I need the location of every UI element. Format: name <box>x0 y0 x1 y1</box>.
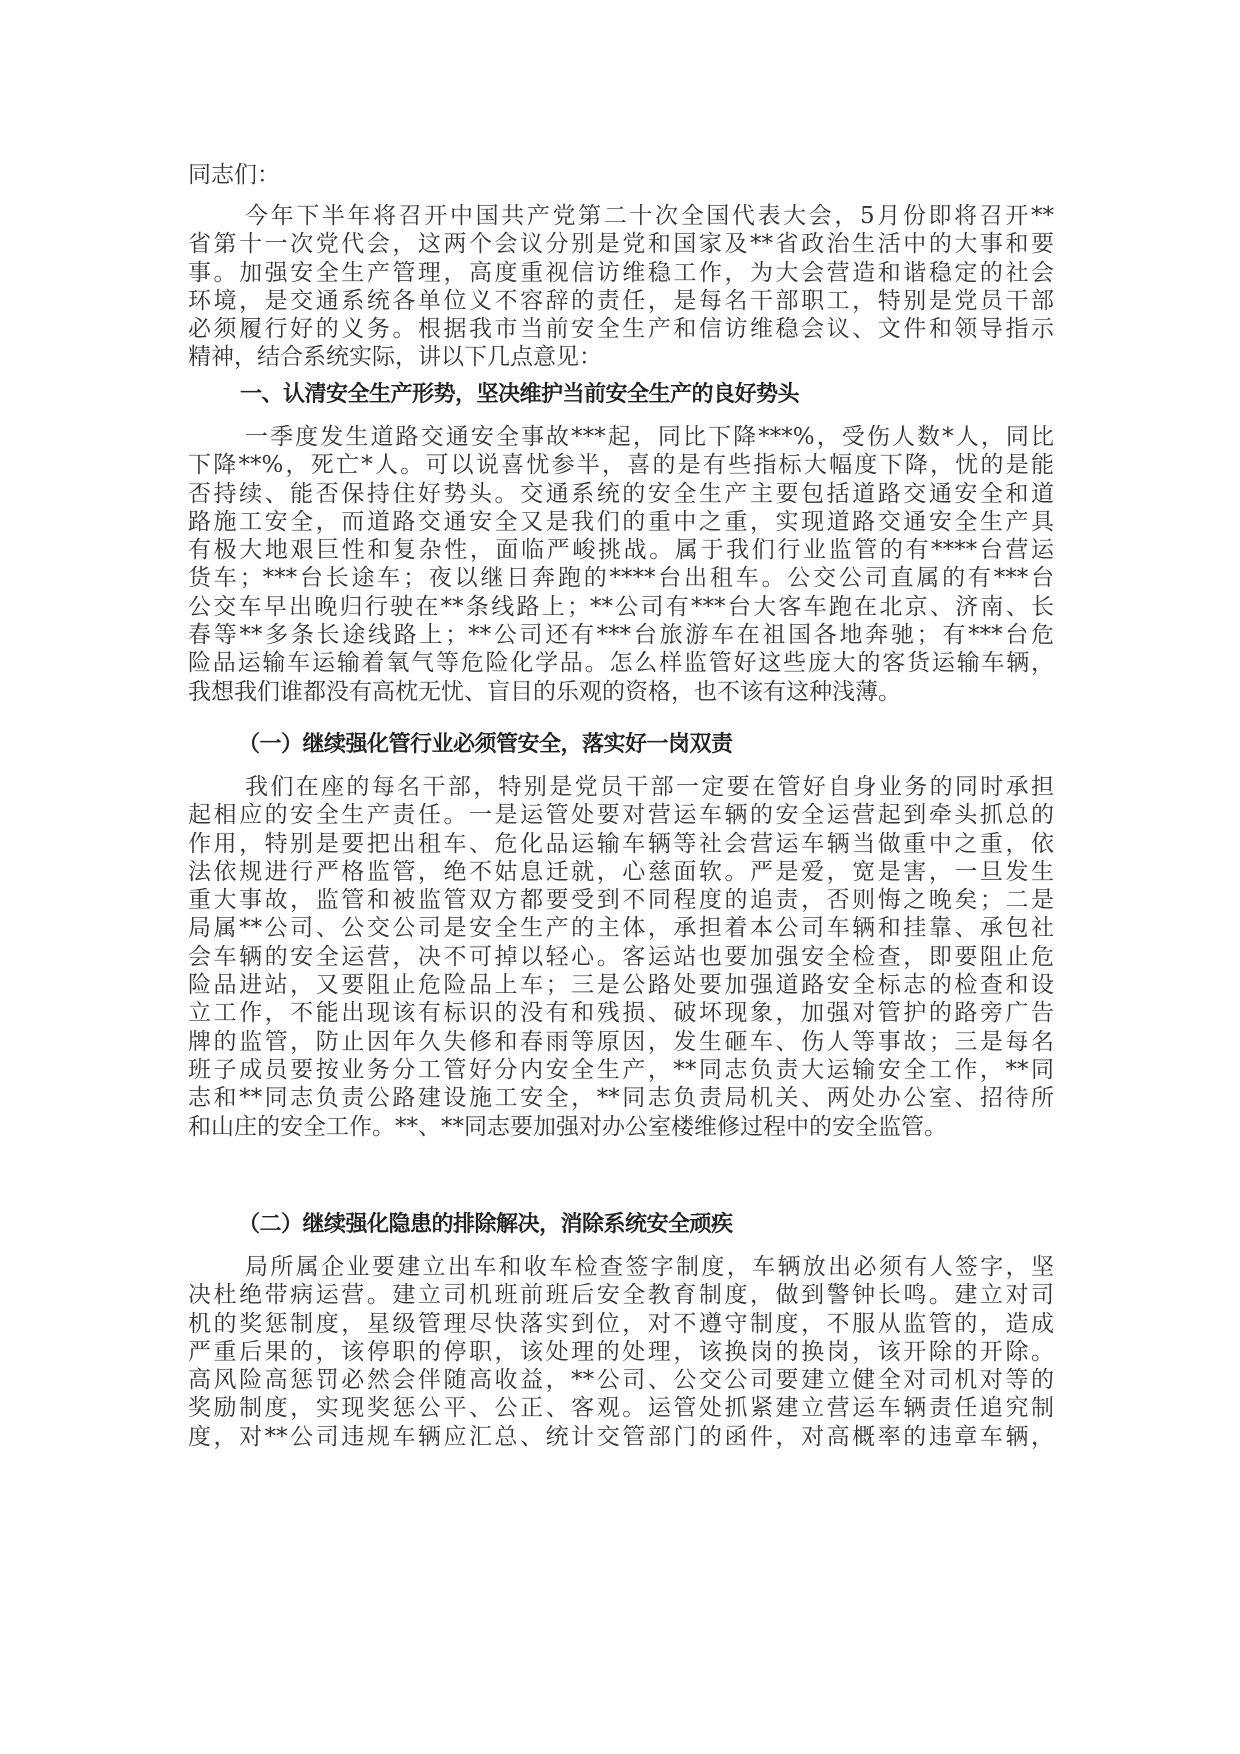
paragraph-line: 严重后果的，该停职的停职，该处理的处理，该换岗的换岗，该开除的开除。 <box>188 1338 1054 1365</box>
paragraph-line: 必须履行好的义务。根据我市当前安全生产和信访维稳会议、文件和领导指示 <box>188 316 1054 343</box>
paragraph-intro <box>188 202 1054 372</box>
paragraph-line: 省第十一次党代会，这两个会议分别是党和国家及**省政治生活中的大事和要 <box>188 231 1054 258</box>
paragraph-line: 局属**公司、公交公司是安全生产的主体，承担着本公司车辆和挂靠、承包社 <box>188 915 1054 942</box>
paragraph-line: 会车辆的安全运营，决不可掉以轻心。客运站也要加强安全检查，即要阻止危 <box>188 943 1054 970</box>
paragraph-industry-responsibility <box>188 773 1054 1141</box>
paragraph-line: 险品进站，又要阻止危险品上车；三是公路处要加强道路安全标志的检查和设 <box>188 972 1054 999</box>
subsection-heading-1: （一）继续强化管行业必须管安全，落实好一岗双责 <box>238 732 733 757</box>
paragraph-hazard-elimination <box>188 1253 1054 1451</box>
paragraph-line: 否持续、能否保持住好势头。交通系统的安全生产主要包括道路交通安全和道 <box>188 480 1054 507</box>
paragraph-line: 作用，特别是要把出租车、危化品运输车辆等社会营运车辆当做重中之重，依 <box>188 830 1054 857</box>
paragraph-line: 奖励制度，实现奖惩公平、公正、客观。运管处抓紧建立营运车辆责任追究制 <box>188 1395 1054 1422</box>
paragraph-line: 机的奖惩制度，星级管理尽快落实到位，对不遵守制度，不服从监管的，造成 <box>188 1310 1054 1337</box>
paragraph-line: 环境，是交通系统各单位义不容辞的责任，是每名干部职工，特别是党员干部 <box>188 287 1054 314</box>
paragraph-line: 今年下半年将召开中国共产党第二十次全国代表大会，5月份即将召开** <box>245 203 1054 229</box>
paragraph-line: 高风险高惩罚必然会伴随高收益，**公司、公交公司要建立健全对司机对等的 <box>188 1367 1054 1394</box>
paragraph-line: 春等**多条长途线路上；**公司还有***台旅游车在祖国各地奔驰；有***台危 <box>188 622 1054 649</box>
paragraph-line: 牌的监管，防止因年久失修和春雨等原因，发生砸车、伤人等事故；三是每名 <box>188 1028 1054 1055</box>
paragraph-line: 起相应的安全生产责任。一是运管处要对营运车辆的安全运营起到牵头抓总的 <box>188 802 1054 829</box>
paragraph-line: 志和**同志负责公路建设施工安全，**同志负责局机关、两处办公室、招待所 <box>188 1085 1054 1112</box>
paragraph-line: 班子成员要按业务分工管好分内安全生产，**同志负责大运输安全工作，**同 <box>188 1056 1054 1083</box>
paragraph-line: 重大事故，监管和被监管双方都要受到不同程度的追责，否则悔之晚矣；二是 <box>188 887 1054 914</box>
paragraph-line: 险品运输车运输着氧气等危险化学品。怎么样监管好这些庞大的客货运输车辆， <box>188 650 1054 677</box>
paragraph-line: 事。加强安全生产管理，高度重视信访维稳工作，为大会营造和谐稳定的社会 <box>188 259 1054 286</box>
section-heading-1: 一、认清安全生产形势，坚决维护当前安全生产的良好势头 <box>240 382 800 407</box>
paragraph-line: 精神，结合系统实际，讲以下几点意见： <box>188 344 602 371</box>
paragraph-safety-situation <box>188 423 1054 706</box>
paragraph-line: 度，对**公司违规车辆应汇总、统计交管部门的函件，对高概率的违章车辆， <box>188 1423 1054 1450</box>
salutation: 同志们： <box>188 162 280 188</box>
paragraph-line: 我想我们谁都没有高枕无忧、盲目的乐观的资格，也不该有这种浅薄。 <box>188 678 901 705</box>
paragraph-line: 和山庄的安全工作。**、**同志要加强对办公室楼维修过程中的安全监管。 <box>188 1113 947 1140</box>
paragraph-line: 立工作，不能出现该有标识的没有和残损、破坏现象，加强对管护的路旁广告 <box>188 1000 1054 1027</box>
paragraph-line: 公交车早出晚归行驶在**条线路上；**公司有***台大客车跑在北京、济南、长 <box>188 593 1054 620</box>
paragraph-line: 路施工安全，而道路交通安全又是我们的重中之重，实现道路交通安全生产具 <box>188 508 1054 535</box>
paragraph-line: 局所属企业要建立出车和收车检查签字制度，车辆放出必须有人签字，坚 <box>245 1254 1054 1280</box>
subsection-heading-2: （二）继续强化隐患的排除解决，消除系统安全顽疾 <box>238 1212 733 1237</box>
paragraph-line: 决杜绝带病运营。建立司机班前班后安全教育制度，做到警钟长鸣。建立对司 <box>188 1282 1054 1309</box>
paragraph-line: 货车；***台长途车；夜以继日奔跑的****台出租车。公交公司直属的有***台 <box>188 565 1054 592</box>
paragraph-line: 下降**%，死亡*人。可以说喜忧参半，喜的是有些指标大幅度下降，忧的是能 <box>188 452 1054 479</box>
paragraph-line: 有极大地艰巨性和复杂性，面临严峻挑战。属于我们行业监管的有****台营运 <box>188 537 1054 564</box>
paragraph-line: 我们在座的每名干部，特别是党员干部一定要在管好自身业务的同时承担 <box>245 774 1054 800</box>
paragraph-line: 法依规进行严格监管，绝不姑息迁就，心慈面软。严是爱，宽是害，一旦发生 <box>188 858 1054 885</box>
paragraph-line: 一季度发生道路交通安全事故***起，同比下降***%，受伤人数*人，同比 <box>245 424 1054 450</box>
